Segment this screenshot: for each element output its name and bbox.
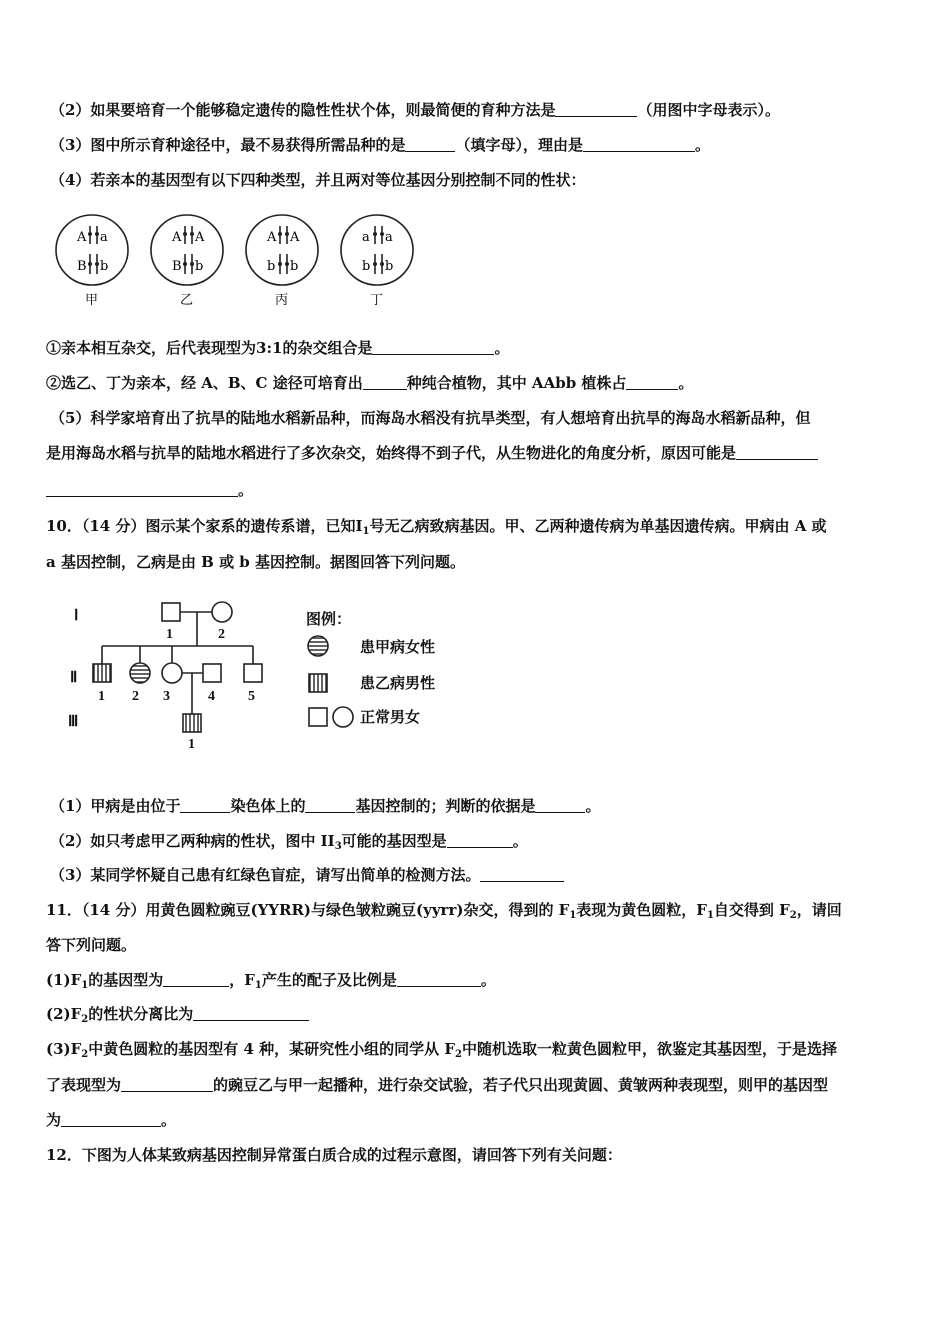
cell-name: 甲 — [85, 293, 99, 308]
allele-label: b — [362, 259, 371, 274]
legend-normal-female-icon — [333, 707, 353, 727]
pedigree-I1-male — [162, 603, 180, 621]
q9-part4: （4）若亲本的基因型有以下四种类型，并且两对等位基因分别控制不同的性状： — [50, 171, 586, 189]
answer-blank[interactable] — [535, 796, 585, 813]
q10-part3: （3）某同学怀疑自己患有红绿色盲症，请写出简单的检测方法。 — [50, 865, 564, 885]
pedigree-II2-affected-female — [130, 663, 150, 683]
pedigree-II5-male — [244, 664, 262, 682]
pedigree-I2-female — [212, 602, 232, 622]
allele-label: B — [172, 259, 182, 274]
allele-label: b — [100, 259, 109, 274]
pedigree-III1-affected-male — [183, 714, 201, 732]
pedigree-number: 1 — [188, 737, 195, 752]
legend-title: 图例： — [306, 610, 352, 628]
legend-label: 正常男女 — [360, 708, 421, 726]
q11-part3-line3: 为 。 — [46, 1111, 177, 1129]
answer-blank[interactable] — [180, 796, 230, 813]
allele-label: a — [385, 230, 393, 245]
legend-affected-female-icon — [308, 636, 328, 656]
cell-bing — [246, 215, 318, 308]
pedigree-number: 3 — [163, 689, 170, 704]
answer-blank[interactable] — [447, 831, 513, 848]
allele-label: a — [362, 230, 370, 245]
q9-part3: （3）图中所示育种途径中，最不易获得所需品种的是 （填字母），理由是 。 — [50, 136, 710, 154]
cell-jia — [56, 215, 128, 308]
allele-label: a — [100, 230, 108, 245]
answer-blank[interactable] — [583, 135, 695, 152]
cell-name: 丙 — [275, 293, 289, 308]
generation-label: Ⅲ — [68, 714, 79, 730]
allele-label: b — [385, 259, 394, 274]
legend-affected-male-icon — [309, 674, 327, 692]
answer-blank[interactable] — [626, 373, 678, 390]
cell-name: 丁 — [370, 293, 384, 308]
answer-blank[interactable] — [46, 480, 238, 497]
answer-blank[interactable] — [405, 135, 455, 152]
answer-blank[interactable] — [121, 1075, 213, 1092]
legend-label: 患乙病男性 — [360, 674, 436, 692]
q10-intro-line2: a 基因控制，乙病是由 B 或 b 基因控制。据图回答下列问题。 — [46, 553, 465, 571]
allele-label: A — [195, 230, 205, 245]
q12-intro: 12．下图为人体某致病基因控制异常蛋白质合成的过程示意图，请回答下列有关问题： — [46, 1146, 622, 1164]
legend-label: 患甲病女性 — [360, 638, 436, 656]
allele-label: b — [195, 259, 204, 274]
pedigree-II1-affected-male — [93, 664, 111, 682]
q9-sub1: ①亲本相互杂交，后代表现型为3:1的杂交组合是 。 — [46, 339, 510, 357]
q9-part2: （2）如果要培育一个能够稳定遗传的隐性性状个体，则最简便的育种方法是 （用图中字母表示）。 — [50, 101, 780, 119]
allele-label: b — [267, 259, 276, 274]
pedigree-number: 2 — [132, 689, 139, 704]
q9-part5-line2: 是用海岛水稻与抗旱的陆地水稻进行了多次杂交，始终得不到子代，从生物进化的角度分析，原因可能是 — [46, 443, 818, 463]
allele-label: b — [290, 259, 299, 274]
pedigree-number: 2 — [218, 627, 225, 642]
q10-part1: （1）甲病是由位于 染色体上的 基因控制的；判断的依据是 。 — [50, 797, 601, 815]
q11-part3-line1: $(3)F_2$中黄色圆粒的基因型有 4 种，某研究性小组的同学从 $F_2$中随机选取一粒黄色圆粒甲，欲鉴定其基因型，于是选择 — [46, 1040, 837, 1060]
q9-sub2: ②选乙、丁为亲本，经 A、B、C 途径可培育出 种纯合植物，其中 AAbb 植株占 。 — [46, 374, 694, 392]
cell-diagrams — [50, 212, 430, 312]
pedigree-number: 1 — [98, 689, 105, 704]
answer-blank[interactable] — [193, 1004, 309, 1021]
answer-blank[interactable] — [480, 865, 564, 882]
answer-blank[interactable] — [555, 100, 637, 117]
pedigree-number: 1 — [166, 627, 173, 642]
answer-blank[interactable] — [372, 338, 494, 355]
q11-part2: $(2)F_2$的性状分离比为 — [46, 1004, 309, 1024]
allele-label: A — [290, 230, 300, 245]
q11-part1: $(1)F_1$的基因型为 ，$F_1$产生的配子及比例是 。 — [46, 971, 496, 991]
answer-blank[interactable] — [163, 970, 229, 987]
allele-label: A — [172, 230, 182, 245]
pedigree-chart — [60, 596, 480, 756]
q10-intro-line1: 10．（14 分）图示某个家系的遗传系谱，已知$Ⅰ_1$号无乙病致病基因。甲、乙两种遗传病为单基因遗传病。甲病由 A 或 — [46, 517, 827, 537]
q10-part2: （2）如只考虑甲乙两种病的性状，图中 $II_3$可能的基因型是 。 — [50, 832, 528, 852]
cell-yi — [151, 215, 223, 308]
legend-normal-male-icon — [309, 708, 327, 726]
answer-blank[interactable] — [305, 796, 355, 813]
answer-blank[interactable] — [397, 970, 481, 987]
allele-label: A — [267, 230, 277, 245]
pedigree-II4-male — [203, 664, 221, 682]
q9-part5-line3: 。 — [46, 480, 253, 500]
pedigree-number: 5 — [248, 689, 255, 704]
cell-name: 乙 — [180, 293, 194, 308]
q11-part3-line2: 了表现型为 的豌豆乙与甲一起播种，进行杂交试验，若子代只出现黄圆、黄皱两种表现型，则甲的基因型 — [46, 1076, 829, 1094]
generation-label: Ⅱ — [70, 670, 78, 686]
pedigree-number: 4 — [208, 689, 215, 704]
allele-label: B — [77, 259, 87, 274]
cell-ding — [341, 215, 413, 308]
q9-part5-line1: （5）科学家培育出了抗旱的陆地水稻新品种，而海岛水稻没有抗旱类型，有人想培育出抗旱的海岛水稻新品种，但 — [50, 409, 811, 427]
answer-blank[interactable] — [61, 1110, 161, 1127]
answer-blank[interactable] — [736, 443, 818, 460]
pedigree-II3-female — [162, 663, 182, 683]
answer-blank[interactable] — [363, 373, 407, 390]
allele-label: A — [77, 230, 87, 245]
q11-intro-line2: 答下列问题。 — [46, 936, 137, 954]
q11-intro-line1: 11．（14 分）用黄色圆粒豌豆(YYRR)与绿色皱粒豌豆(yyrr)杂交，得到的 $F_1$表现为黄色圆粒，$F_1$自交得到 $F_2$，请回 — [46, 901, 842, 921]
generation-label: Ⅰ — [74, 608, 79, 624]
